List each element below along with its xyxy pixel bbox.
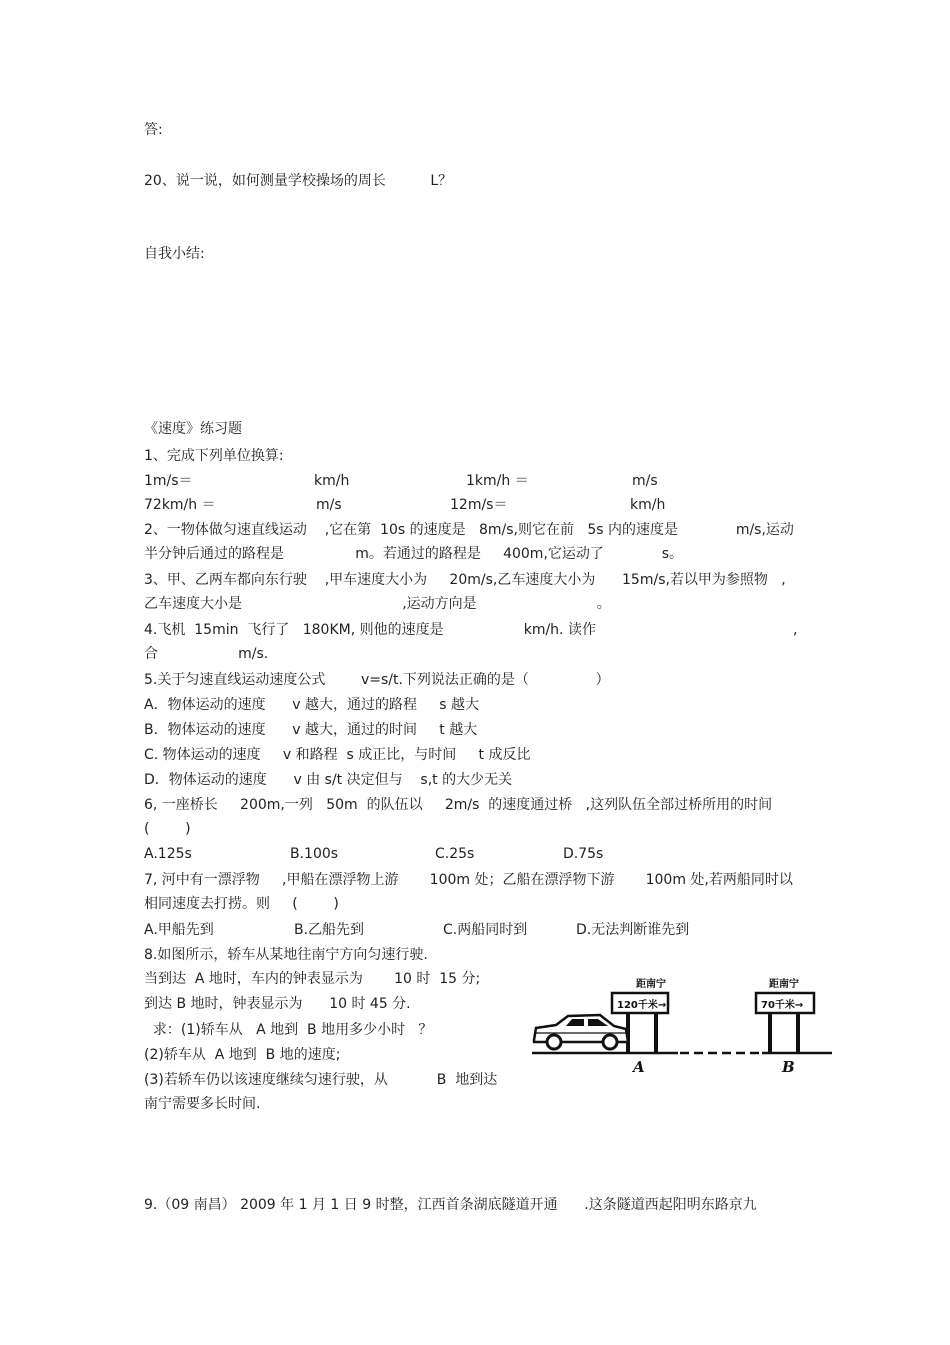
question-3-line-1: 3、甲、乙两车都向东行驶 ,甲车速度大小为 20m/s,乙车速度大小为 15m/s,若以甲为参照物 ,: [144, 572, 786, 588]
car-road-figure: [528, 974, 838, 1082]
q5-option-d: D．物体运动的速度 v 由 s/t 决定但与 s,t 的大少无关: [144, 772, 513, 788]
sign-a-title: 距南宁: [636, 979, 666, 990]
q1-row1-a: 1m/s＝: [144, 473, 193, 489]
question-9: 9.（09 南昌） 2009 年 1 月 1 日 9 时整，江西首条湖底隧道开通 .这条隧道西起阳明东路京九: [144, 1197, 757, 1213]
sign-b: [756, 977, 814, 1053]
self-summary-label: 自我小结:: [144, 246, 205, 262]
answer-label: 答:: [144, 122, 163, 138]
q6-option-b: B.100s: [290, 846, 339, 862]
question-5-stem: 5.关于匀速直线运动速度公式 v=s/t.下列说法正确的是（ ）: [144, 672, 610, 688]
q5-option-b: B．物体运动的速度 v 越大，通过的时间 t 越大: [144, 722, 478, 738]
q5-option-c: C. 物体运动的速度 v 和路程 s 成正比，与时间 t 成反比: [144, 747, 531, 763]
question-6-paren: ( ): [144, 821, 191, 837]
question-3-line-2: 乙车速度大小是 ,运动方向是 。: [144, 596, 611, 612]
question-8-line-1: 8.如图所示，轿车从某地往南宁方向匀速行驶.: [144, 947, 428, 963]
question-2-line-1: 2、一物体做匀速直线运动 ,它在第 10s 的速度是 8m/s,则它在前 5s 内的速度是 m/s,运动: [144, 522, 794, 538]
question-7-line-2: 相同速度去打捞。则 ( ): [144, 896, 339, 912]
question-8-line-3: 到达 B 地时，钟表显示为 10 时 45 分.: [144, 996, 411, 1012]
question-8-line-4: 求：(1)轿车从 A 地到 B 地用多少小时 ？: [144, 1022, 433, 1038]
q1-row1-b: km/h: [314, 473, 350, 489]
question-4-line-1: 4.飞机 15min 飞行了 180KM, 则他的速度是 km/h. 读作: [144, 622, 596, 638]
question-1-stem: 1、完成下列单位换算:: [144, 448, 284, 464]
q1-row2-a: 72km/h ＝: [144, 497, 216, 513]
sign-a-distance: 120千米→: [617, 1000, 667, 1011]
question-8-line-7: 南宁需要多长时间.: [144, 1096, 261, 1112]
car-front-wheel: [547, 1035, 561, 1049]
exercise-title: 《速度》练习题: [144, 421, 242, 437]
q6-option-c: C.25s: [435, 846, 475, 862]
q7-option-a: A.甲船先到: [144, 922, 214, 938]
question-8-line-2: 当到达 A 地时，车内的钟表显示为 10 时 15 分;: [144, 971, 481, 987]
point-b-label: B: [782, 1058, 795, 1076]
q1-row2-c: 12m/s＝: [450, 497, 508, 513]
car-rear-wheel: [603, 1035, 617, 1049]
sign-b-title: 距南宁: [769, 979, 799, 990]
q5-option-a: A．物体运动的速度 v 越大，通过的路程 s 越大: [144, 697, 480, 713]
question-2-line-2: 半分钟后通过的路程是 m。若通过的路程是 400m,它运动了 s。: [144, 546, 684, 562]
q1-row2-d: km/h: [630, 497, 666, 513]
question-8-line-5: (2)轿车从 A 地到 B 地的速度;: [144, 1047, 341, 1063]
sign-b-post-left: [768, 1013, 772, 1053]
sign-a-post-right: [654, 1013, 658, 1053]
question-4-comma: ,: [793, 622, 798, 638]
q1-row2-b: m/s: [316, 497, 342, 513]
q6-option-a: A.125s: [144, 846, 192, 862]
q1-row1-d: m/s: [632, 473, 658, 489]
q7-option-d: D.无法判断谁先到: [576, 922, 690, 938]
q7-option-b: B.乙船先到: [294, 922, 365, 938]
q7-option-c: C.两船同时到: [443, 922, 528, 938]
question-6-stem: 6, 一座桥长 200m,一列 50m 的队伍以 2m/s 的速度通过桥 ,这列队伍全部过桥所用的时间: [144, 797, 773, 813]
question-8-line-6: (3)若轿车仍以该速度继续匀速行驶，从 B 地到达: [144, 1072, 498, 1088]
sign-b-distance: 70千米→: [761, 1000, 804, 1011]
car: [534, 1015, 628, 1049]
question-7-line-1: 7, 河中有一漂浮物 ,甲船在漂浮物上游 100m 处；乙船在漂浮物下游 100m 处,若两船同时以: [144, 872, 793, 888]
point-a-label: A: [633, 1058, 645, 1076]
question-4-line-2: 合 m/s.: [144, 646, 269, 662]
question-20: 20、说一说，如何测量学校操场的周长 L？: [144, 173, 453, 189]
sign-b-post-right: [796, 1013, 800, 1053]
q6-option-d: D.75s: [563, 846, 604, 862]
q1-row1-c: 1km/h ＝: [466, 473, 529, 489]
